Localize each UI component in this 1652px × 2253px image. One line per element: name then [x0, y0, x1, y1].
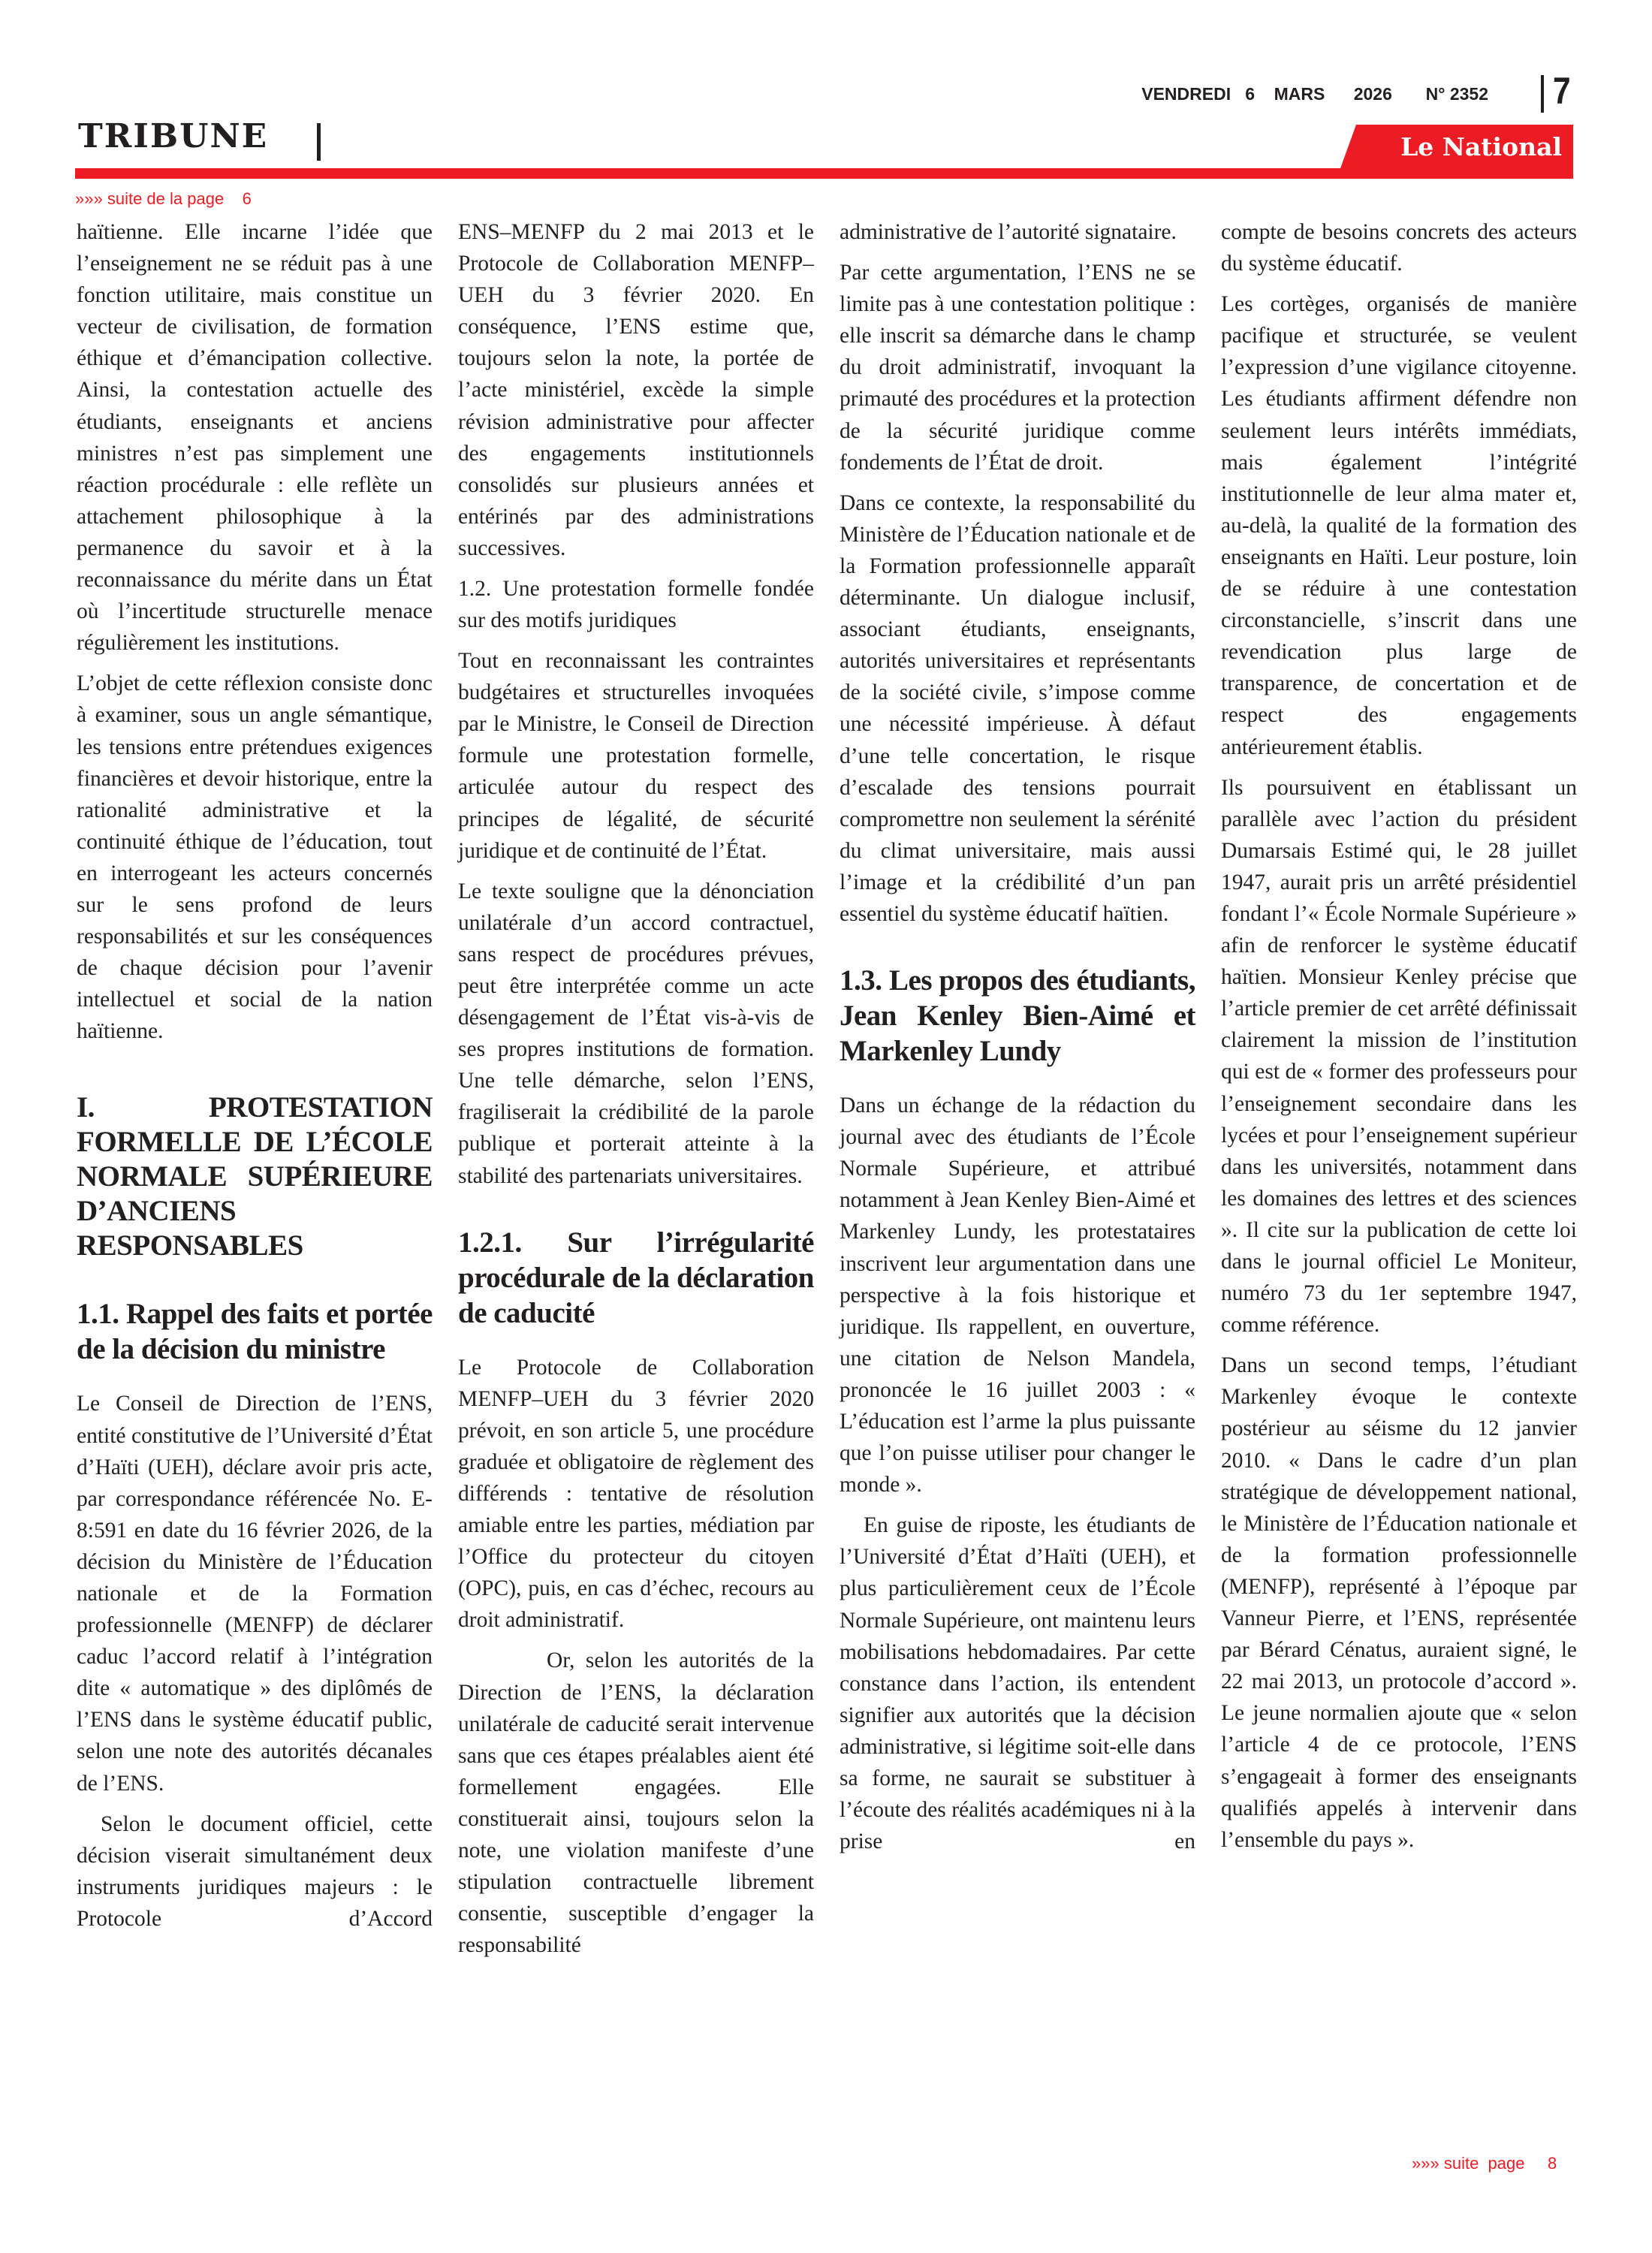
page-number: 7	[1553, 70, 1571, 112]
subsection-heading: 1.2.1. Sur l’irrégularité procédurale de la déclaration de caducité	[458, 1226, 814, 1329]
paragraph: compte de besoins concrets des acteurs du système éducatif.	[1221, 220, 1577, 276]
paragraph: ENS–MENFP du 2 mai 2013 et le Protocole de Collaboration MENFP–UEH du 3 février 2020. En conséquence, l’ENS estime que, toujours selon la note, la portée de l’acte ministériel, excède la simple révision administrative pour affecter des engagements institutionnels consolidés sur plusieurs années et entérinés par des administrations successives.	[458, 220, 814, 560]
section-divider	[317, 123, 321, 161]
paragraph: Or, selon les autorités de la Direction de l’ENS, la déclaration unilatérale de caducité serait intervenue sans que ces étapes préalables aient été formellement engagées. Elle constituerait ainsi, toujours selon la note, une violation manifeste d’une stipulation contractuelle librement consentie, susceptible d’engager la responsabilité	[458, 1648, 814, 1958]
dateline-weekday: VENDREDI	[1141, 84, 1231, 104]
continued-to[interactable]	[1412, 2154, 1557, 2173]
continued-to-page: 8	[1548, 2154, 1557, 2173]
paragraph: En guise de riposte, les étudiants de l’Université d’État d’Haïti (UEH), et plus particulièrement ceux de l’École Normale Supérieure, ont maintenu leurs mobilisations hebdomadaires. Par cette constance dans l’action, ils entendent signifier aux autorités que la décision administrative, si légitime soit-elle dans sa forme, ne saurait se substituer à l’écoute des réalités académiques ni à la prise en	[840, 1513, 1195, 1854]
paragraph: Tout en reconnaissant les contraintes budgétaires et structurelles invoquées par le Ministre, le Conseil de Direction formule une protestation formelle, articulée autour du respect des principes de légalité, de sécurité juridique et de continuité de l’État.	[458, 649, 814, 863]
dateline-year: 2026	[1353, 84, 1392, 104]
paragraph: Par cette argumentation, l’ENS ne se limite pas à une contestation politique : elle inscrit sa démarche dans le champ du droit administratif, invoquant la primauté des procédures et la protection de la sécurité juridique comme fondements de l’État de droit.	[840, 261, 1195, 475]
continued-from-label: suite de la page	[107, 189, 225, 208]
column-1	[77, 216, 433, 1944]
paragraph: Le texte souligne que la dénonciation unilatérale d’un accord contractuel, sans respect de procédures prévues, peut être interprétée comme un acte désengagement de l’État vis-à-vis de ses propres institutions de formation. Une telle démarche, selon l’ENS, fragiliserait la crédibilité de la parole publique et porterait atteinte à la stabilité des partenariats universitaires.	[458, 879, 814, 1188]
continued-from[interactable]	[75, 189, 252, 209]
paragraph: Dans un échange de la rédaction du journal avec des étudiants de l’École Normale Supérieure, et attribué notamment à Jean Kenley Bien-Aimé et Markenley Lundy, les protestataires inscrivent leur argumentation dans une perspective à la fois historique et juridique. Ils rappellent, en ouverture, une citation de Nelson Mandela, prononcée le 16 juillet 2003 : « L’éducation est l’arme la plus puissante que l’on puisse utiliser pour changer le monde ».	[840, 1093, 1195, 1497]
paragraph: Le Conseil de Direction de l’ENS, entité constitutive de l’Université d’État d’Haïti (UEH), déclare avoir pris acte, par correspondance référencée No. E-8:591 en date du 16 février 2026, de la décision du Ministère de l’Éducation nationale et de la Formation professionnelle (MENFP) de déclarer caduc l’accord relatif à l’intégration dite « automatique » des diplômés de l’ENS dans le système éducatif public, selon une note des autorités décanales de l’ENS.	[77, 1392, 433, 1796]
paragraph: L’objet de cette réflexion consiste donc à examiner, sous un angle sémantique, les tensions entre prétendues exigences financières et devoir historique, entre la rationalité administrative et la continuité éthique de l’éducation, tout en interrogeant les acteurs concernés sur le sens profond de leurs responsabilités et sur les conséquences de chaque décision pour l’avenir intellectuel et social de la nation haïtienne.	[77, 671, 433, 1044]
column-2	[458, 216, 814, 1970]
paragraph: Le Protocole de Collaboration MENFP–UEH du 3 février 2020 prévoit, en son article 5, une procédure graduée et obligatoire de règlement des différends : tentative de résolution amiable entre les parties, médiation par l’Office du protecteur du citoyen (OPC), puis, en cas d’échec, recours au droit administratif.	[458, 1355, 814, 1633]
paragraph: Dans un second temps, l’étudiant Markenley évoque le contexte postérieur au séisme du 12 janvier 2010. « Dans le cadre d’un plan stratégique de développement national, le Ministère de l’Éducation nationale et de la formation professionnelle (MENFP), représenté à l’époque par Vanneur Pierre, et l’ENS, représentée par Bérard Cénatus, auraient signé, le 22 mai 2013, un protocole d’accord ». Le jeune normalien ajoute que « selon l’article 4 de ce protocole, l’ENS s’engageait à former des enseignants qualifiés appelés à intervenir dans l’ensemble du pays ».	[1221, 1353, 1577, 1852]
continued-arrows-icon: »»»	[1412, 2154, 1439, 2173]
paragraph: haïtienne. Elle incarne l’idée que l’enseignement ne se réduit pas à une fonction utilitaire, mais constitue un vecteur de civilisation, de formation éthique et d’émancipation collective. Ainsi, la contestation actuelle des étudiants, enseignants et anciens ministres n’est pas simplement une réaction procédurale : elle reflète un attachement philosophique à la permanence du savoir et à la reconnaissance du mérite dans un État où l’incertitude structurelle menace régulièrement les institutions.	[77, 220, 433, 656]
subsection-heading: 1.1. Rappel des faits et portée de la décision du ministre	[77, 1298, 433, 1366]
column-4	[1221, 216, 1577, 1865]
paragraph: administrative de l’autorité signataire.	[840, 220, 1177, 244]
continued-from-page: 6	[242, 189, 252, 208]
subsection-heading: 1.2. Une protestation formelle fondée sur des motifs juridiques	[458, 577, 814, 633]
page-number-divider	[1541, 75, 1544, 113]
subsection-heading: 1.3. Les propos des étudiants, Jean Kenley Bien-Aimé et Markenley Lundy	[840, 964, 1195, 1068]
column-3	[840, 216, 1195, 1866]
paragraph: Dans ce contexte, la responsabilité du Ministère de l’Éducation nationale et de la Formation professionnelle apparaît déterminante. Un dialogue inclusif, associant étudiants, enseignants, autorités universitaires et représentants de la société civile, s’impose comme une nécessité impérieuse. À défaut d’une telle concertation, le risque d’escalade des tensions pourrait compromettre non seulement la sérénité du climat universitaire, mais aussi l’image et la crédibilité d’un pan essentiel du système éducatif haïtien.	[840, 490, 1195, 926]
paragraph: Ils poursuivent en établissant un parallèle avec l’action du président Dumarsais Estimé qui, le 28 juillet 1947, aurait pris un arrêté présidentiel fondant l’« École Normale Supérieure » afin de renforcer le système éducatif haïtien. Monsieur Kenley précise que l’article premier de cet arrêté définissait clairement la mission de l’institution qui est de « former des professeurs pour l’enseignement secondaire dans les lycées et pour l’enseignement supérieur dans les universités, notamment dans les domaines des lettres et des sciences ». Il cite sur la publication de cette loi dans le journal officiel Le Moniteur, numéro 73 du 1er septembre 1947, comme référence.	[1221, 775, 1577, 1338]
dateline-day: 6	[1245, 84, 1256, 104]
dateline	[1141, 84, 1488, 104]
paragraph: Selon le document officiel, cette décision viserait simultanément deux instruments juridiques majeurs : le Protocole d’Accord	[77, 1811, 433, 1931]
continued-to-label: suite page	[1443, 2154, 1525, 2173]
dateline-month: MARS	[1274, 84, 1325, 104]
continued-arrows-icon: »»»	[75, 189, 103, 208]
brand-name: Le National	[1400, 132, 1562, 161]
paragraph: Les cortèges, organisés de manière pacifique et structurée, se veulent l’expression d’une vigilance citoyenne. Les étudiants affirment défendre non seulement leurs intérêts immédiats, mais également l’intégrité institutionnelle de leur alma mater et, au-delà, la qualité de la formation des enseignants en Haïti. Leur posture, loin de se réduire à une contestation circonstancielle, s’inscrit dans une revendication plus large de transparence, de concertation et de respect des engagements antérieurement établis.	[1221, 292, 1577, 759]
section-title: TRIBUNE	[78, 117, 269, 155]
dateline-issue: N° 2352	[1425, 84, 1488, 104]
section-heading: I. PROTESTATION FORMELLE DE L’ÉCOLE NORMALE SUPÉRIEURE D’ANCIENS RESPONSABLES	[77, 1091, 433, 1262]
